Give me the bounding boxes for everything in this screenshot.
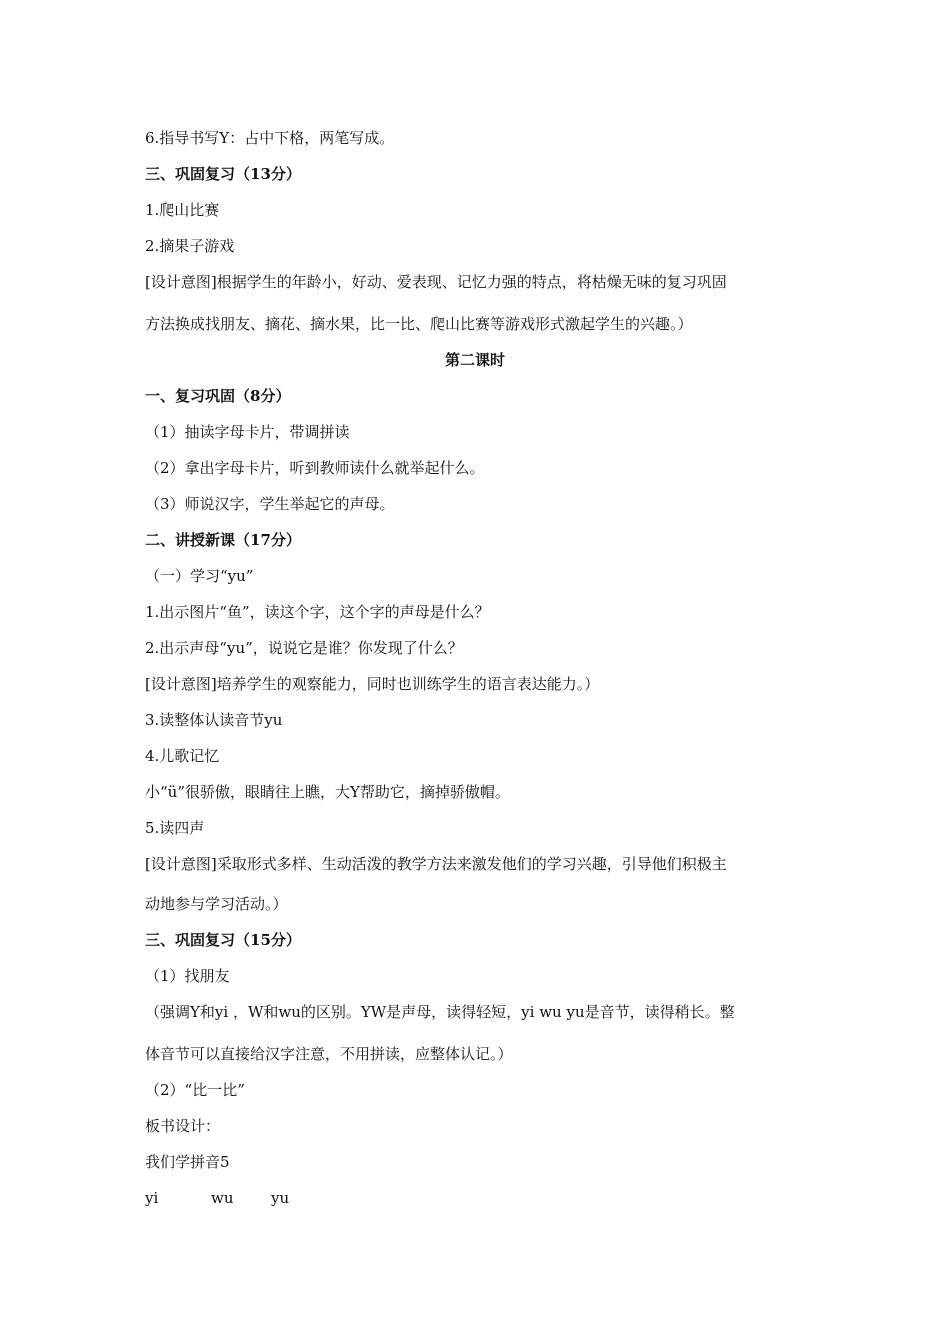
text-line: 3.读整体认读音节yu	[145, 711, 283, 729]
text-line: （1）找朋友	[145, 967, 230, 985]
design-intent-text: 方法换成找朋友、摘花、摘水果，比一比、爬山比赛等游戏形式激起学生的兴趣。）	[145, 315, 693, 333]
text-line: 体音节可以直接给汉字注意，不用拼读，应整体认记。）	[145, 1045, 513, 1063]
rhyme-text: 小“ü”很骄傲，眼睛往上瞧，大Y帮助它，摘掉骄傲帽。	[145, 783, 510, 801]
text-line: （强调Y和yi ，W和wu的区别。YW是声母，读得轻短，yi wu yu是音节，读得稍长。整	[145, 1003, 735, 1021]
text-line: 4.儿歌记忆	[145, 747, 220, 765]
text-line: 5.读四声	[145, 819, 205, 837]
text-line: 6.指导书写Y：占中下格，两笔写成。	[145, 129, 395, 147]
lesson-title: 第二课时	[444, 351, 505, 369]
text-line: 1.出示图片“鱼”，读这个字，这个字的声母是什么？	[145, 603, 490, 621]
text-line: 我们学拼音5	[145, 1153, 230, 1171]
design-intent-text: [设计意图]根据学生的年龄小，好动、爱表现、记忆力强的特点，将枯燥无味的复习巩固	[145, 273, 727, 291]
text-line: （3）师说汉字，学生举起它的声母。	[145, 495, 395, 513]
section-heading: 一、复习巩固（8分）	[145, 387, 291, 405]
design-intent-text: 动地参与学习活动。）	[145, 895, 288, 913]
text-line: 2.摘果子游戏	[145, 237, 235, 255]
section-heading: 三、巩固复习（15分）	[145, 931, 301, 949]
text-line: （一）学习“yu”	[145, 567, 254, 585]
section-heading: 二、讲授新课（17分）	[145, 531, 301, 549]
text-line: 1.爬山比赛	[145, 201, 220, 219]
design-intent-text: [设计意图]采取形式多样、生动活泼的教学方法来激发他们的学习兴趣，引导他们积极主	[145, 855, 727, 873]
text-line: （2）拿出字母卡片，听到教师读什么就举起什么。	[145, 459, 485, 477]
pinyin-row	[145, 1188, 289, 1208]
text-line: 板书设计：	[145, 1117, 221, 1135]
text-line: 2.出示声母“yu”，说说它是谁？你发现了什么？	[145, 639, 463, 657]
design-intent-text: [设计意图]培养学生的观察能力，同时也训练学生的语言表达能力。）	[145, 675, 600, 693]
pinyin-yi: yi	[145, 1189, 159, 1207]
pinyin-yu: yu	[271, 1189, 290, 1207]
section-heading: 三、巩固复习（13分）	[145, 165, 301, 183]
text-line: （1）抽读字母卡片，带调拼读	[145, 423, 350, 441]
pinyin-wu: wu	[211, 1189, 234, 1207]
text-line: （2）“比一比”	[145, 1081, 245, 1099]
